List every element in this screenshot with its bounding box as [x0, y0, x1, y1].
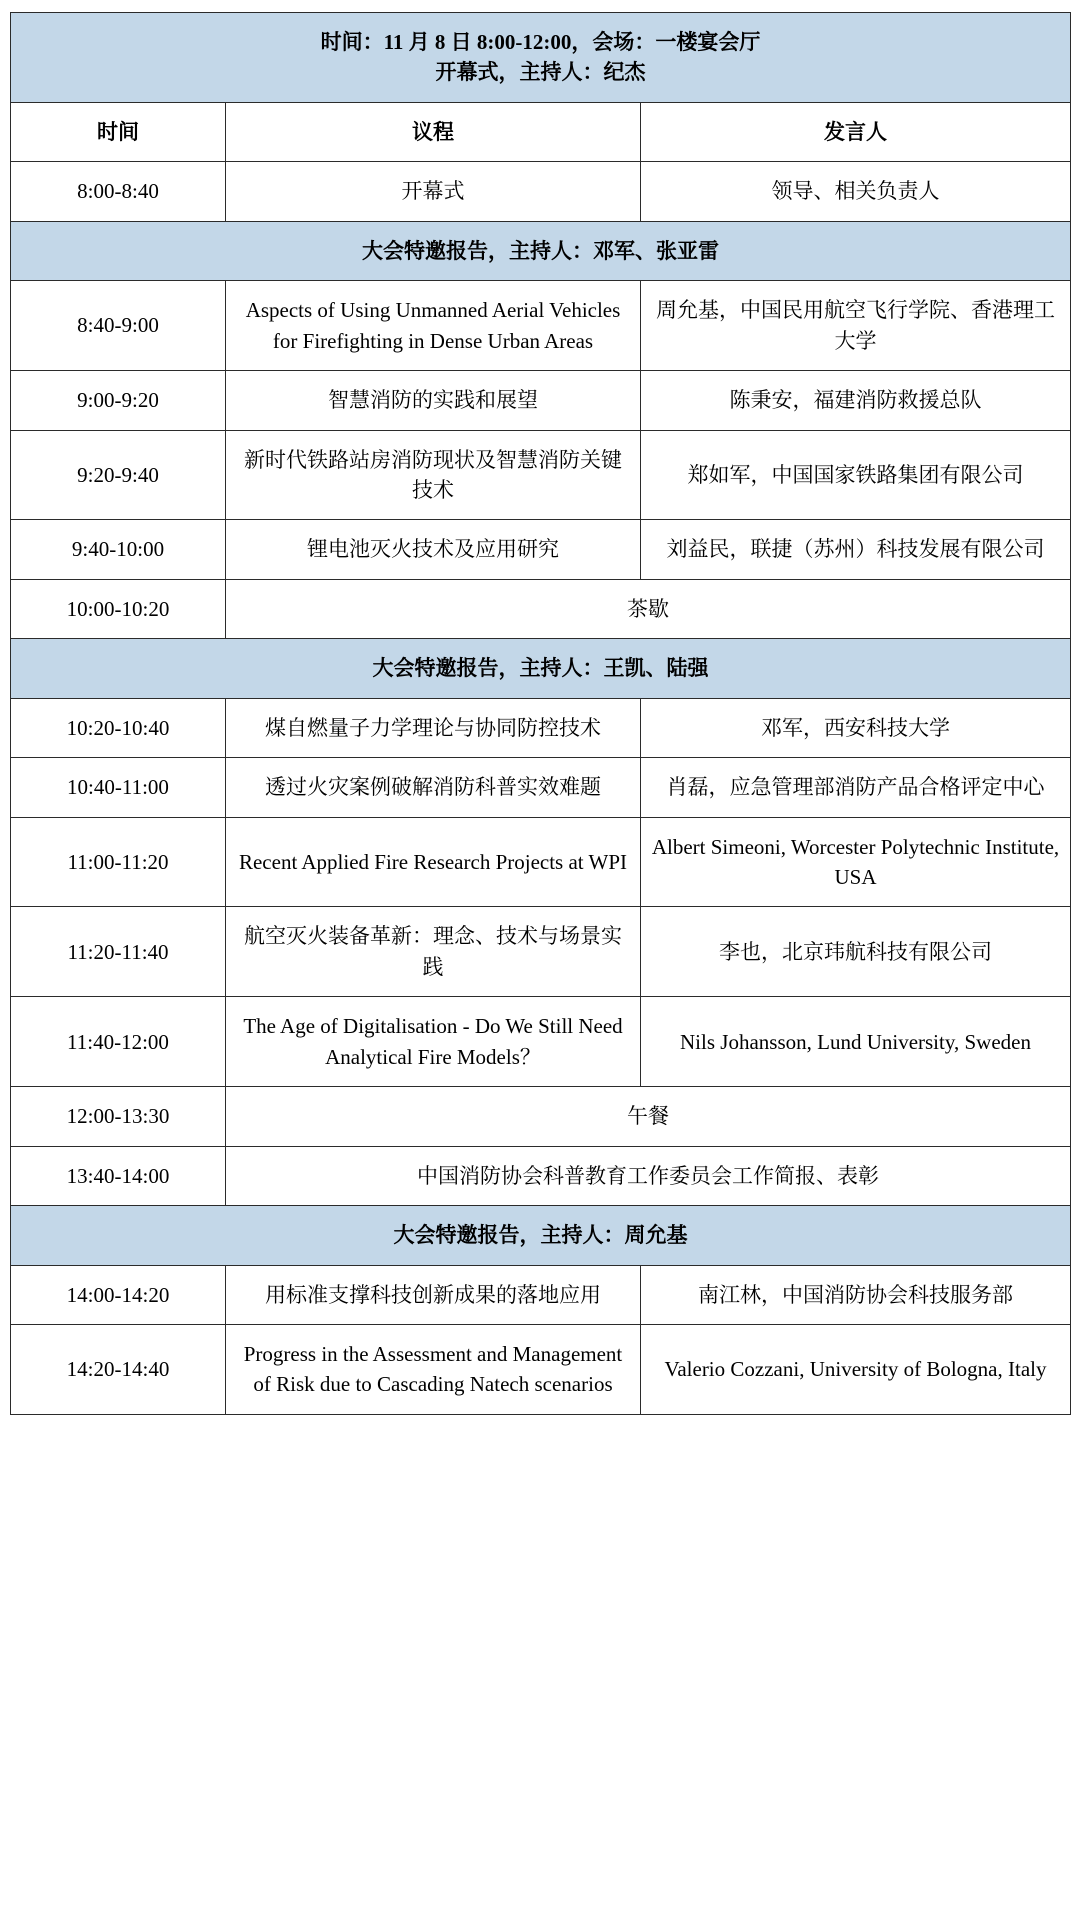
cell-agenda: Progress in the Assessment and Management of Risk due to Cascading Natech scenarios	[226, 1324, 641, 1414]
cell-speaker: 邓军，西安科技大学	[641, 698, 1071, 757]
cell-note: 午餐	[226, 1087, 1071, 1146]
table-row	[11, 817, 1071, 907]
cell-time: 10:20-10:40	[11, 698, 226, 757]
cell-agenda: 新时代铁路站房消防现状及智慧消防关键技术	[226, 430, 641, 520]
cell-time: 13:40-14:00	[11, 1146, 226, 1205]
cell-note: 中国消防协会科普教育工作委员会工作简报、表彰	[226, 1146, 1071, 1205]
column-header-time: 时间	[11, 102, 226, 161]
table-row	[11, 1087, 1071, 1146]
cell-time: 9:20-9:40	[11, 430, 226, 520]
cell-time: 9:00-9:20	[11, 371, 226, 430]
cell-speaker: Valerio Cozzani, University of Bologna, Italy	[641, 1324, 1071, 1414]
cell-speaker: 李也，北京玮航科技有限公司	[641, 907, 1071, 997]
table-row	[11, 698, 1071, 757]
section-title: 大会特邀报告，主持人：周允基	[11, 1206, 1071, 1265]
section-band	[11, 221, 1071, 280]
cell-agenda: The Age of Digitalisation - Do We Still Need Analytical Fire Models？	[226, 997, 641, 1087]
table-row	[11, 1324, 1071, 1414]
section-title: 大会特邀报告，主持人：邓军、张亚雷	[11, 221, 1071, 280]
session-header-line1: 时间：11 月 8 日 8:00-12:00，会场：一楼宴会厅	[320, 30, 761, 54]
cell-speaker: Nils Johansson, Lund University, Sweden	[641, 997, 1071, 1087]
section-band	[11, 1206, 1071, 1265]
cell-agenda: 煤自燃量子力学理论与协同防控技术	[226, 698, 641, 757]
cell-speaker: Albert Simeoni, Worcester Polytechnic Institute, USA	[641, 817, 1071, 907]
table-row	[11, 1265, 1071, 1324]
cell-note: 茶歇	[226, 579, 1071, 638]
cell-time: 8:00-8:40	[11, 162, 226, 221]
cell-agenda: 航空灭火装备革新：理念、技术与场景实践	[226, 907, 641, 997]
cell-agenda: 智慧消防的实践和展望	[226, 371, 641, 430]
table-row	[11, 907, 1071, 997]
section-band	[11, 639, 1071, 698]
cell-speaker: 郑如军，中国国家铁路集团有限公司	[641, 430, 1071, 520]
table-row	[11, 758, 1071, 817]
cell-time: 8:40-9:00	[11, 281, 226, 371]
cell-agenda: 透过火灾案例破解消防科普实效难题	[226, 758, 641, 817]
cell-speaker: 陈秉安，福建消防救援总队	[641, 371, 1071, 430]
table-row	[11, 281, 1071, 371]
cell-agenda: 开幕式	[226, 162, 641, 221]
agenda-table-body	[11, 13, 1071, 1415]
agenda-table	[10, 12, 1071, 1415]
table-row	[11, 997, 1071, 1087]
cell-time: 10:40-11:00	[11, 758, 226, 817]
session-header-band	[11, 13, 1071, 103]
cell-speaker: 周允基，中国民用航空飞行学院、香港理工大学	[641, 281, 1071, 371]
cell-time: 14:20-14:40	[11, 1324, 226, 1414]
cell-time: 11:00-11:20	[11, 817, 226, 907]
cell-agenda: 锂电池灭火技术及应用研究	[226, 520, 641, 579]
cell-speaker: 南江林，中国消防协会科技服务部	[641, 1265, 1071, 1324]
cell-speaker: 肖磊，应急管理部消防产品合格评定中心	[641, 758, 1071, 817]
session-header-line2: 开幕式，主持人：纪杰	[435, 60, 646, 85]
cell-agenda: Recent Applied Fire Research Projects at WPI	[226, 817, 641, 907]
cell-time: 11:40-12:00	[11, 997, 226, 1087]
cell-time: 14:00-14:20	[11, 1265, 226, 1324]
table-row	[11, 579, 1071, 638]
cell-speaker: 领导、相关负责人	[641, 162, 1071, 221]
cell-time: 11:20-11:40	[11, 907, 226, 997]
cell-time: 12:00-13:30	[11, 1087, 226, 1146]
cell-speaker: 刘益民，联捷（苏州）科技发展有限公司	[641, 520, 1071, 579]
table-row	[11, 371, 1071, 430]
column-header-agenda: 议程	[226, 102, 641, 161]
session-header-cell	[11, 13, 1071, 103]
cell-time: 10:00-10:20	[11, 579, 226, 638]
table-row	[11, 430, 1071, 520]
table-row	[11, 1146, 1071, 1205]
cell-time: 9:40-10:00	[11, 520, 226, 579]
section-title: 大会特邀报告，主持人：王凯、陆强	[11, 639, 1071, 698]
table-row	[11, 162, 1071, 221]
column-header-speaker: 发言人	[641, 102, 1071, 161]
cell-agenda: Aspects of Using Unmanned Aerial Vehicles for Firefighting in Dense Urban Areas	[226, 281, 641, 371]
table-row	[11, 520, 1071, 579]
column-header-row	[11, 102, 1071, 161]
cell-agenda: 用标准支撑科技创新成果的落地应用	[226, 1265, 641, 1324]
